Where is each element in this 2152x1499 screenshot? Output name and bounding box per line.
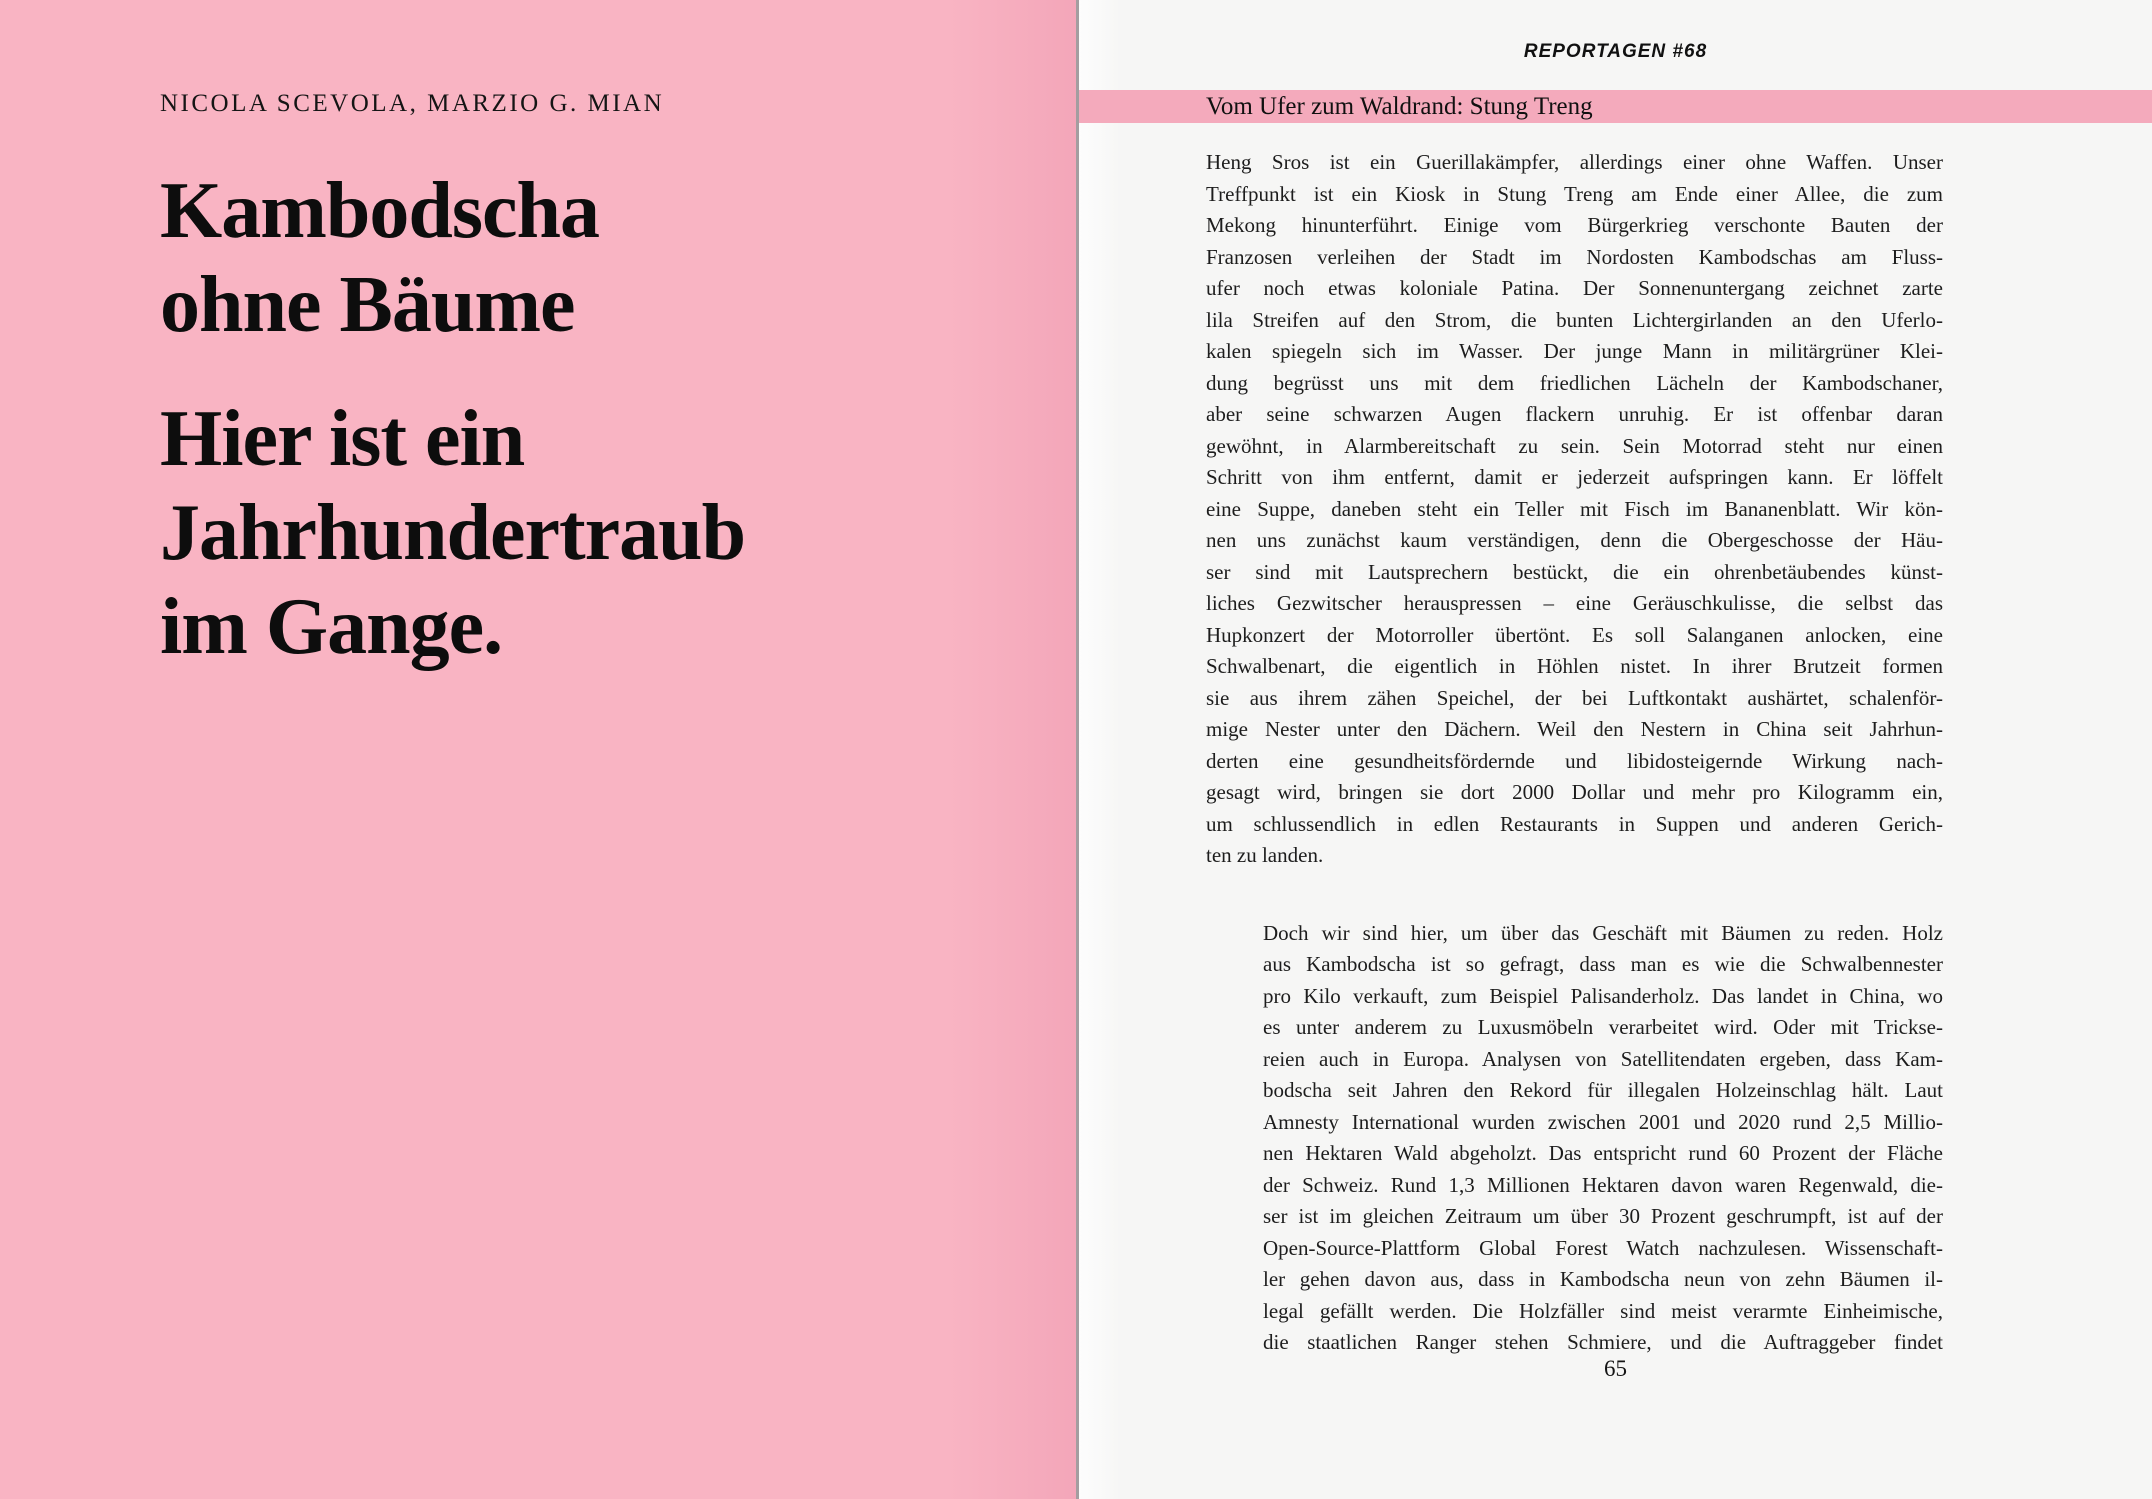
body-text-line: es unter anderem zu Luxusmöbeln verarbeitet wird. Oder mit Trickse- [1263,1015,1943,1039]
body-text-line: aus Kambodscha ist so gefragt, dass man es wie die Schwalbennester [1263,952,1943,976]
body-text-line: Treffpunkt ist ein Kiosk in Stung Treng am Ende einer Allee, die zum [1206,181,1943,206]
article-subtitle [160,392,1020,674]
body-text-line: Franzosen verleihen der Stadt im Nordosten Kambodschas am Fluss- [1206,244,1943,269]
body-text-line: nen Hektaren Wald abgeholzt. Das entspricht rund 60 Prozent der Fläche [1263,1141,1943,1165]
body-text-line: dung begrüsst uns mit dem friedlichen Lächeln der Kambodschaner, [1206,370,1943,395]
body-text-line: Open-Source-Plattform Global Forest Watch nachzulesen. Wissenschaft- [1263,1235,1943,1260]
body-text-line: Mekong hinunterführt. Einige vom Bürgerkrieg verschonte Bauten der [1206,213,1943,237]
body-text [1206,147,1943,1359]
body-text-line: derten eine gesundheitsfördernde und libidosteigernde Wirkung nach- [1206,748,1943,773]
body-text-line: Schwalbenart, die eigentlich in Höhlen nistet. In ihrer Brutzeit formen [1206,654,1943,678]
page-number: 65 [1604,1356,1627,1381]
body-text-line: Heng Sros ist ein Guerillakämpfer, allerdings einer ohne Waffen. Unser [1206,150,1943,174]
body-text-line: Amnesty International wurden zwischen 2001 und 2020 rund 2,5 Millio- [1263,1109,1943,1134]
body-text-line: aber seine schwarzen Augen flackern unruhig. Er ist offenbar daran [1206,402,1943,426]
right-page [1079,0,2152,1499]
body-text-line: ser sind mit Lautsprechern bestückt, die ein ohrenbetäubendes künst- [1206,559,1943,584]
left-page-content [160,90,1020,674]
body-text-line: um schlussendlich in edlen Restaurants in Suppen und anderen Gerich- [1206,811,1943,836]
body-text-line: bodscha seit Jahren den Rekord für illegalen Holzeinschlag hält. Laut [1263,1078,1943,1102]
body-text-line: reien auch in Europa. Analysen von Satellitendaten ergeben, dass Kam- [1263,1046,1943,1071]
article-title-line-2: ohne Bäume [160,261,575,349]
author-line: NICOLA SCEVOLA, MARZIO G. MIAN [160,90,665,117]
section-title: Vom Ufer zum Waldrand: Stung Treng [1206,93,1593,120]
body-text-line: sie aus ihrem zähen Speichel, der bei Luftkontakt aushärtet, schalenför- [1206,685,1943,710]
body-text-line: kalen spiegeln sich im Wasser. Der junge Mann in militärgrüner Klei- [1206,339,1943,363]
section-title-bar [1079,90,2152,123]
body-text-line: legal gefällt werden. Die Holzfäller sind meist verarmte Einheimische, [1263,1298,1943,1323]
body-text-line: ufer noch etwas koloniale Patina. Der Sonnenuntergang zeichnet zarte [1206,276,1943,300]
body-text-line: ser ist im gleichen Zeitraum um über 30 Prozent geschrumpft, ist auf der [1263,1204,1943,1228]
article-subtitle-line-3: im Gange. [160,583,503,671]
paragraph [1206,147,1943,872]
body-text-line: gesagt wird, bringen sie dort 2000 Dollar und mehr pro Kilogramm ein, [1206,780,1943,804]
body-text-line: pro Kilo verkauft, zum Beispiel Palisanderholz. Das landet in China, wo [1263,983,1943,1008]
body-text-line: der Schweiz. Rund 1,3 Millionen Hektaren davon waren Regenwald, die- [1263,1172,1943,1197]
body-text-line: liches Gezwitscher herauspressen – eine Geräuschkulisse, die selbst das [1206,591,1943,615]
body-text-line: die staatlichen Ranger stehen Schmiere, und die Auftraggeber findet [1263,1330,1943,1354]
body-text-line: eine Suppe, daneben steht ein Teller mit Fisch im Bananenblatt. Wir kön- [1206,496,1943,521]
body-text-line: Schritt von ihm entfernt, damit er jederzeit aufspringen kann. Er löffelt [1206,465,1943,489]
paragraph [1263,918,1943,1359]
article-title-line-1: Kambodscha [160,167,599,255]
body-text-line: nen uns zunächst kaum verständigen, denn die Obergeschosse der Häu- [1206,528,1943,552]
article-title [160,164,1020,352]
body-text-line: gewöhnt, in Alarmbereitschaft zu sein. Sein Motorrad steht nur einen [1206,433,1943,458]
body-text-line: Doch wir sind hier, um über das Geschäft mit Bäumen zu reden. Holz [1263,920,1943,945]
body-text-line: ten zu landen. [1206,843,1324,867]
body-text-line: lila Streifen auf den Strom, die bunten Lichtergirlanden an den Uferlo- [1206,307,1943,332]
running-header: REPORTAGEN #68 [1523,41,1708,62]
body-text-line: Hupkonzert der Motorroller übertönt. Es soll Salanganen anlocken, eine [1206,622,1943,647]
body-text-line: mige Nester unter den Dächern. Weil den Nestern in China seit Jahrhun- [1206,717,1943,741]
article-subtitle-line-1: Hier ist ein [160,395,525,483]
article-subtitle-line-2: Jahrhundertraub [160,489,746,577]
body-text-line: ler gehen davon aus, dass in Kambodscha neun von zehn Bäumen il- [1263,1267,1943,1291]
